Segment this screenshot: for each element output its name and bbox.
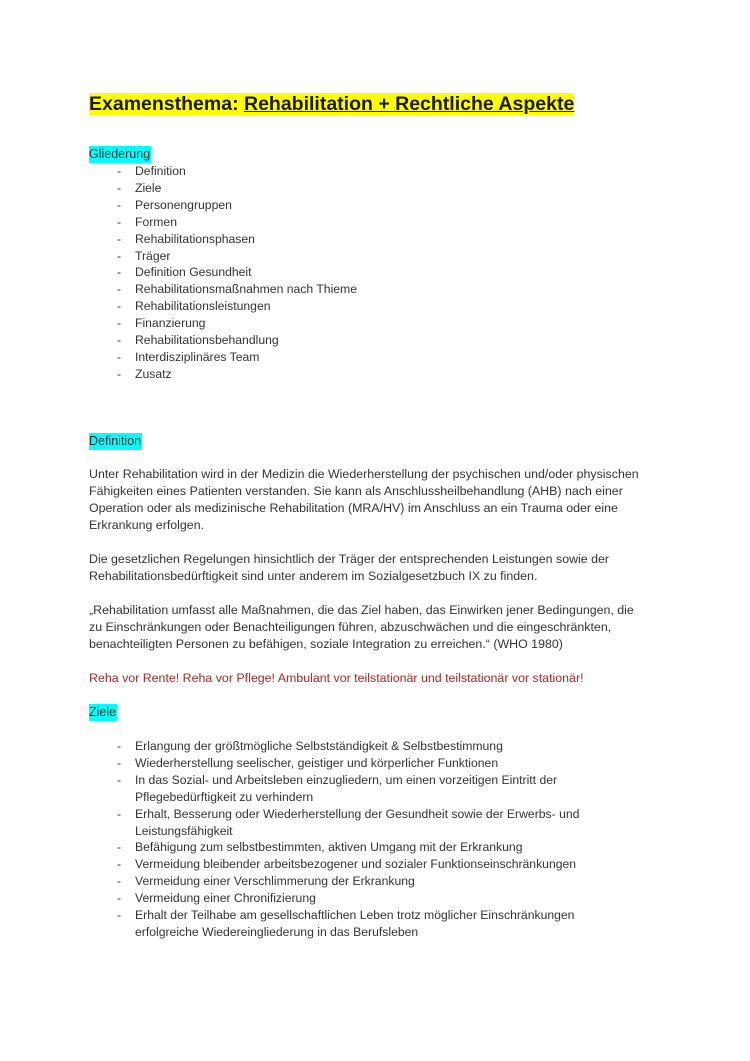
outline-item bbox=[117, 298, 357, 315]
dash-bullet: - bbox=[117, 231, 122, 246]
goal-item-continuation: erfolgreiche Wiedereingliederung in das Berufsleben bbox=[135, 924, 419, 939]
goal-item-text: Vermeidung bleibender arbeitsbezogener und sozialer Funktionseinschränkungen bbox=[135, 857, 577, 872]
definition-paragraph-1 bbox=[89, 466, 669, 534]
goal-item bbox=[117, 873, 579, 890]
goal-item bbox=[117, 738, 579, 755]
rehab-motto bbox=[89, 670, 669, 687]
dash-bullet: - bbox=[117, 197, 122, 212]
outline-item bbox=[117, 231, 357, 248]
dash-bullet: - bbox=[117, 755, 122, 770]
goal-item-text: Befähigung zum selbstbestimmten, aktiven Umgang mit der Erkrankung bbox=[135, 840, 523, 855]
text-line: Unter Rehabilitation wird in der Medizin die Wiederherstellung der psychischen und/oder physischen bbox=[89, 467, 639, 481]
dash-bullet: - bbox=[117, 857, 122, 872]
outline-item bbox=[117, 180, 357, 197]
text-line: benachteiligten Personen zu befähigen, soziale Integration zu erreichen.“ (WHO 1980) bbox=[89, 637, 563, 651]
text-line: Reha vor Rente! Reha vor Pflege! Ambulant vor teilstationär und teilstationär vor stationär! bbox=[89, 671, 584, 685]
dash-bullet: - bbox=[117, 180, 122, 195]
outline-item-label: Rehabilitationsphasen bbox=[135, 231, 255, 246]
text-line: Die gesetzlichen Regelungen hinsichtlich der Träger der entsprechenden Leistungen sowie der bbox=[89, 552, 610, 566]
dash-bullet: - bbox=[117, 265, 122, 280]
text-line: Fähigkeiten eines Patienten verstanden. Sie kann als Anschlussheilbehandlung (AHB) nach einer bbox=[89, 484, 623, 498]
goal-item-text: Erlangung der größtmögliche Selbstständigkeit & Selbstbestimmung bbox=[135, 739, 503, 753]
outline-item bbox=[117, 281, 357, 298]
goal-item-text: Wiederherstellung seelischer, geistiger und körperlicher Funktionen bbox=[135, 755, 499, 770]
title-prefix: Examensthema: bbox=[89, 93, 244, 115]
definition-heading: Definition bbox=[89, 434, 142, 448]
dash-bullet: - bbox=[117, 874, 122, 889]
goal-item-text: In das Sozial- und Arbeitsleben einzugliedern, um einen vorzeitigen Eintritt der bbox=[135, 772, 558, 787]
outline-item bbox=[117, 366, 357, 383]
dash-bullet: - bbox=[117, 282, 122, 297]
goal-item-continuation: Pflegebedürftigkeit zu verhindern bbox=[135, 789, 314, 804]
outline-item bbox=[117, 214, 357, 231]
outline-item bbox=[117, 315, 357, 332]
goal-item bbox=[117, 772, 579, 806]
outline-item bbox=[117, 332, 357, 349]
text-line: Rehabilitationsbedürftigkeit sind unter anderem im Sozialgesetzbuch IX zu finden. bbox=[89, 569, 538, 583]
outline-item-label: Rehabilitationsmaßnahmen nach Thieme bbox=[135, 282, 357, 297]
text-line: Erkrankung erfolgen. bbox=[89, 518, 205, 532]
outline-item bbox=[117, 163, 357, 180]
goal-item-text: Erhalt der Teilhabe am gesellschaftlichen Leben trotz möglicher Einschränkungen bbox=[135, 908, 575, 923]
outline-item-label: Zusatz bbox=[135, 366, 172, 381]
goal-item bbox=[117, 806, 580, 840]
outline-item-label: Definition bbox=[135, 164, 186, 178]
goals-list bbox=[117, 738, 580, 941]
outline-item-label: Rehabilitationsleistungen bbox=[135, 299, 271, 314]
outline-item-label: Ziele bbox=[135, 180, 162, 195]
dash-bullet: - bbox=[117, 908, 122, 923]
dash-bullet: - bbox=[117, 349, 122, 364]
outline-item-label: Interdisziplinäres Team bbox=[135, 349, 260, 364]
text-line: „Rehabilitation umfasst alle Maßnahmen, die das Ziel haben, das Einwirken jener Bedingungen, die bbox=[89, 603, 634, 617]
dash-bullet: - bbox=[117, 891, 122, 906]
who-quote bbox=[89, 602, 669, 653]
dash-bullet: - bbox=[117, 248, 122, 263]
dash-bullet: - bbox=[117, 164, 122, 178]
page-title bbox=[89, 90, 574, 118]
goal-item-text: Vermeidung einer Verschlimmerung der Erkrankung bbox=[135, 874, 415, 889]
dash-bullet: - bbox=[117, 772, 122, 787]
outline-item bbox=[117, 349, 357, 366]
text-line: zu Einschränkungen oder Benachteiligungen führen, abzuschwächen und die eingeschränkten, bbox=[89, 620, 612, 634]
dash-bullet: - bbox=[117, 316, 122, 331]
outline-heading: Gliederung bbox=[89, 147, 151, 161]
text-line: Operation oder als medizinische Rehabilitation (MRA/HV) im Anschluss an ein Trauma oder eine bbox=[89, 501, 618, 515]
goal-item bbox=[117, 856, 579, 873]
title-topic: Rehabilitation + Rechtliche Aspekte bbox=[243, 93, 575, 115]
outline-item-label: Rehabilitationsbehandlung bbox=[135, 333, 279, 348]
outline-item-label: Definition Gesundheit bbox=[135, 265, 252, 280]
dash-bullet: - bbox=[117, 840, 122, 855]
goal-item bbox=[117, 890, 579, 907]
goal-item bbox=[117, 907, 579, 941]
outline-item bbox=[117, 248, 357, 265]
goals-heading: Ziele bbox=[89, 705, 117, 719]
outline-item-label: Personengruppen bbox=[135, 197, 232, 212]
title-highlight bbox=[89, 93, 574, 115]
outline-item bbox=[117, 197, 357, 214]
goal-item bbox=[117, 755, 579, 772]
outline-item-label: Träger bbox=[135, 248, 171, 263]
dash-bullet: - bbox=[117, 366, 122, 381]
goal-item-continuation: Leistungsfähigkeit bbox=[135, 823, 233, 838]
dash-bullet: - bbox=[117, 299, 122, 314]
definition-paragraph-2 bbox=[89, 551, 669, 585]
goal-item-text: Vermeidung einer Chronifizierung bbox=[135, 891, 316, 906]
dash-bullet: - bbox=[117, 333, 122, 348]
dash-bullet: - bbox=[117, 739, 122, 753]
dash-bullet: - bbox=[117, 806, 122, 821]
dash-bullet: - bbox=[117, 214, 122, 229]
goal-item-text: Erhalt, Besserung oder Wiederherstellung der Gesundheit sowie der Erwerbs- und bbox=[135, 806, 580, 821]
goal-item bbox=[117, 839, 579, 856]
outline-item bbox=[117, 264, 357, 281]
outline-item-label: Formen bbox=[135, 214, 177, 229]
outline-list bbox=[117, 163, 357, 383]
outline-item-label: Finanzierung bbox=[135, 316, 206, 331]
